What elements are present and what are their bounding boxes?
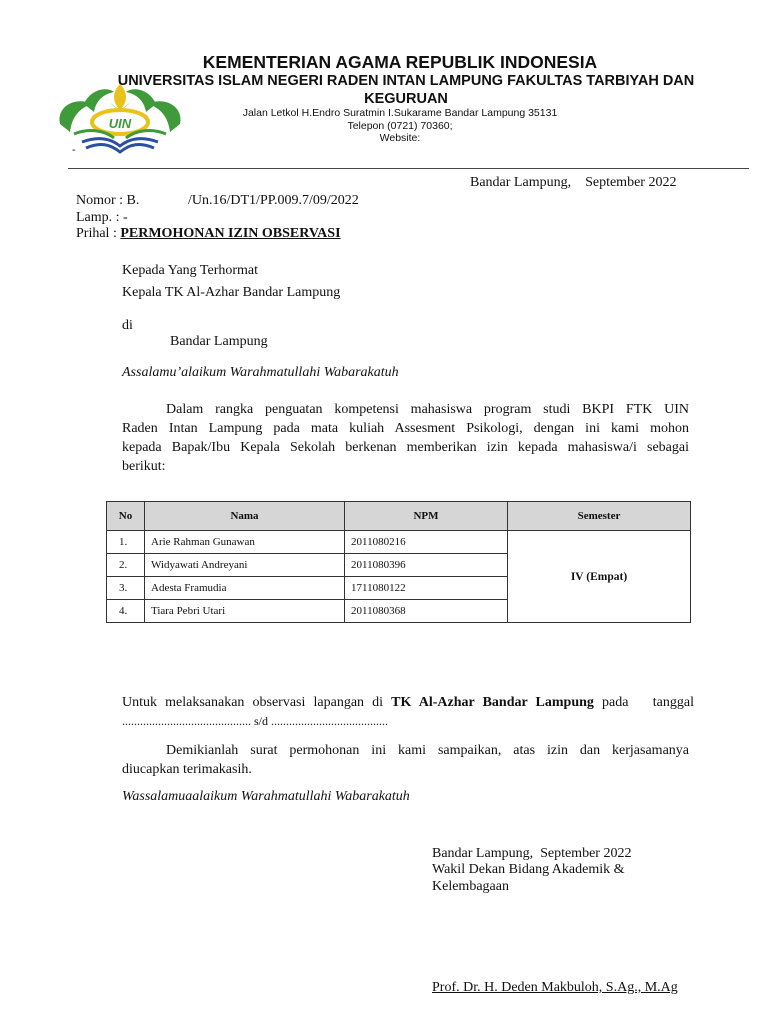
- closing-line: Demikianlah surat permohonan ini kami sampaikan, atas izin dan kerjasamanya: [166, 743, 689, 758]
- observation-dates: ........................................... s/d .......................................: [122, 714, 389, 728]
- header-npm: NPM: [345, 502, 508, 531]
- body-paragraph: [122, 400, 689, 476]
- row-nama: Widyawati Andreyani: [145, 554, 345, 577]
- row-npm: 2011080216: [345, 531, 508, 554]
- signature-title: Wakil Dekan Bidang Akademik &: [432, 862, 625, 877]
- nomor-label: Nomor : B.: [76, 193, 140, 208]
- recipient-di: di: [122, 318, 133, 333]
- recipient-city: Bandar Lampung: [170, 334, 268, 349]
- row-npm: 1711080122: [345, 577, 508, 600]
- header-rule: [68, 168, 749, 169]
- body-line: Raden Intan Lampung pada mata kuliah Assesment Psikologi, dengan ini kami mohon: [122, 421, 689, 436]
- recipient-salutation: Kepada Yang Terhormat: [122, 263, 259, 278]
- student-table: [106, 501, 691, 623]
- header-nama: Nama: [145, 502, 345, 531]
- body-line: Dalam rangka penguatan kompetensi mahasiswa program studi BKPI FTK UIN: [166, 402, 689, 417]
- observation-place: TK Al-Azhar Bandar Lampung: [391, 695, 594, 710]
- closing-paragraph: [122, 741, 689, 779]
- row-nama: Adesta Framudia: [145, 577, 345, 600]
- header-no: No: [107, 502, 145, 531]
- university-title: UNIVERSITAS ISLAM NEGERI RADEN INTAN LAMPUNG FAKULTAS TARBIYAH DAN KEGURUAN: [117, 73, 695, 107]
- recipient-name: Kepala TK Al-Azhar Bandar Lampung: [122, 285, 341, 300]
- prihal-value: PERMOHONAN IZIN OBSERVASI: [120, 226, 341, 241]
- prihal-line: [76, 225, 341, 243]
- row-npm: 2011080368: [345, 600, 508, 623]
- website-line: Website:: [379, 132, 421, 144]
- row-no: 1.: [107, 531, 145, 554]
- ministry-title: KEMENTERIAN AGAMA REPUBLIK INDONESIA: [202, 52, 598, 72]
- row-no: 4.: [107, 600, 145, 623]
- letter-date: Bandar Lampung, September 2022: [470, 175, 677, 190]
- nomor-value: /Un.16/DT1/PP.009.7/09/2022: [188, 193, 359, 208]
- closing-line: diucapkan terimakasih.: [122, 762, 252, 777]
- prihal-label: Prihal :: [76, 226, 121, 241]
- opening-greeting: Assalamu’alaikum Warahmatullahi Wabarakatuh: [122, 365, 399, 380]
- table-row: [107, 531, 691, 554]
- signature-place-date: Bandar Lampung, September 2022: [432, 846, 632, 861]
- address-line: Jalan Letkol H.Endro Suratmin I.Sukarame Bandar Lampung 35131: [242, 107, 558, 119]
- body-line: berikut:: [122, 459, 166, 474]
- row-no: 3.: [107, 577, 145, 600]
- signatory-name: Prof. Dr. H. Deden Makbuloh, S.Ag., M.Ag: [432, 980, 678, 995]
- table-header-row: [107, 502, 691, 531]
- logo-text: UIN: [108, 116, 132, 131]
- semester-cell: IV (Empat): [508, 531, 691, 623]
- closing-greeting: Wassalamuaalaikum Warahmatullahi Wabarakatuh: [122, 789, 410, 804]
- lampiran: Lamp. : -: [76, 210, 128, 225]
- signature-title-cont: Kelembagaan: [432, 879, 509, 894]
- row-nama: Arie Rahman Gunawan: [145, 531, 345, 554]
- address-block: [120, 107, 680, 145]
- header-semester: Semester: [508, 502, 691, 531]
- row-no: 2.: [107, 554, 145, 577]
- observation-paragraph: [122, 693, 694, 731]
- header-dash: -: [72, 144, 76, 156]
- phone-line: Telepon (0721) 70360;: [347, 119, 453, 132]
- observation-post: pada tanggal: [593, 695, 695, 710]
- row-npm: 2011080396: [345, 554, 508, 577]
- observation-pre: Untuk melaksanakan observasi lapangan di: [122, 695, 392, 710]
- body-line: kepada Bapak/Ibu Kepala Sekolah berkenan memberikan izin kepada mahasiswa/i sebagai: [122, 440, 689, 455]
- row-nama: Tiara Pebri Utari: [145, 600, 345, 623]
